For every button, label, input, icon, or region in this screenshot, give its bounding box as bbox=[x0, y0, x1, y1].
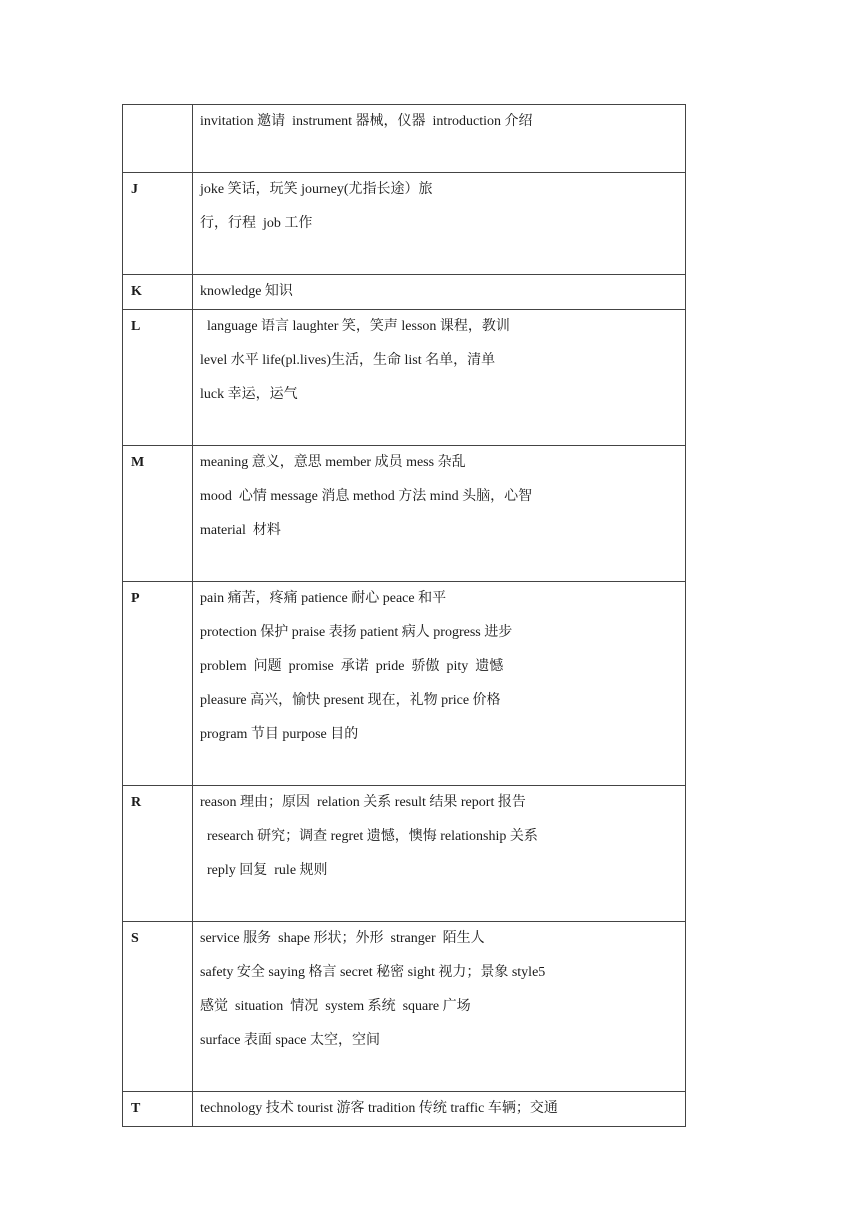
letter-cell: T bbox=[123, 1092, 193, 1127]
word-line: research 研究；调查 regret 遗憾，懊悔 relationship 关系 bbox=[200, 829, 538, 844]
word-line: luck 幸运，运气 bbox=[200, 387, 298, 402]
words-cell bbox=[193, 275, 686, 310]
word-line: problem 问题 promise 承诺 pride 骄傲 pity 遗憾 bbox=[200, 659, 504, 674]
word-line: pain 痛苦，疼痛 patience 耐心 peace 和平 bbox=[200, 591, 447, 606]
letter-cell: K bbox=[123, 275, 193, 310]
words-cell bbox=[193, 105, 686, 173]
letter-cell: L bbox=[123, 310, 193, 446]
words-cell bbox=[193, 310, 686, 446]
words-cell bbox=[193, 1092, 686, 1127]
letter-cell bbox=[123, 105, 193, 173]
word-line: program 节目 purpose 目的 bbox=[200, 727, 359, 742]
table-row bbox=[123, 922, 686, 1092]
letter-cell: R bbox=[123, 786, 193, 922]
words-cell bbox=[193, 446, 686, 582]
word-line: 感觉 situation 情况 system 系统 square 广场 bbox=[200, 999, 471, 1014]
words-cell bbox=[193, 582, 686, 786]
word-line: invitation 邀请 instrument 器械，仪器 introduction 介绍 bbox=[200, 114, 533, 129]
letter-cell: P bbox=[123, 582, 193, 786]
word-line: material 材料 bbox=[200, 523, 281, 538]
word-line: safety 安全 saying 格言 secret 秘密 sight 视力；景象 style5 bbox=[200, 965, 546, 980]
word-line: reply 回复 rule 规则 bbox=[200, 863, 328, 878]
table-row bbox=[123, 275, 686, 310]
word-line: reason 理由；原因 relation 关系 result 结果 report 报告 bbox=[200, 795, 526, 810]
table-row bbox=[123, 310, 686, 446]
letter-cell: J bbox=[123, 173, 193, 275]
word-line: knowledge 知识 bbox=[200, 284, 293, 299]
vocabulary-table bbox=[122, 104, 686, 1127]
words-cell bbox=[193, 786, 686, 922]
table-row bbox=[123, 105, 686, 173]
word-line: language 语言 laughter 笑，笑声 lesson 课程，教训 bbox=[200, 319, 510, 334]
table-row bbox=[123, 446, 686, 582]
word-line: surface 表面 space 太空，空间 bbox=[200, 1033, 381, 1048]
words-cell bbox=[193, 173, 686, 275]
word-line: protection 保护 praise 表扬 patient 病人 progress 进步 bbox=[200, 625, 513, 640]
table-row bbox=[123, 1092, 686, 1127]
word-line: 行，行程 job 工作 bbox=[200, 216, 313, 231]
letter-cell: M bbox=[123, 446, 193, 582]
words-cell bbox=[193, 922, 686, 1092]
word-line: level 水平 life(pl.lives)生活，生命 list 名单，清单 bbox=[200, 353, 496, 368]
table-row bbox=[123, 173, 686, 275]
word-line: pleasure 高兴，愉快 present 现在，礼物 price 价格 bbox=[200, 693, 501, 708]
table-row bbox=[123, 786, 686, 922]
word-line: joke 笑话，玩笑 journey(尤指长途）旅 bbox=[200, 182, 433, 197]
word-line: mood 心情 message 消息 method 方法 mind 头脑，心智 bbox=[200, 489, 533, 504]
word-line: service 服务 shape 形状；外形 stranger 陌生人 bbox=[200, 931, 485, 946]
table-row bbox=[123, 582, 686, 786]
word-line: technology 技术 tourist 游客 tradition 传统 traffic 车辆；交通 bbox=[200, 1101, 558, 1116]
letter-cell: S bbox=[123, 922, 193, 1092]
word-line: meaning 意义，意思 member 成员 mess 杂乱 bbox=[200, 455, 466, 470]
vocabulary-table-body bbox=[123, 105, 686, 1127]
